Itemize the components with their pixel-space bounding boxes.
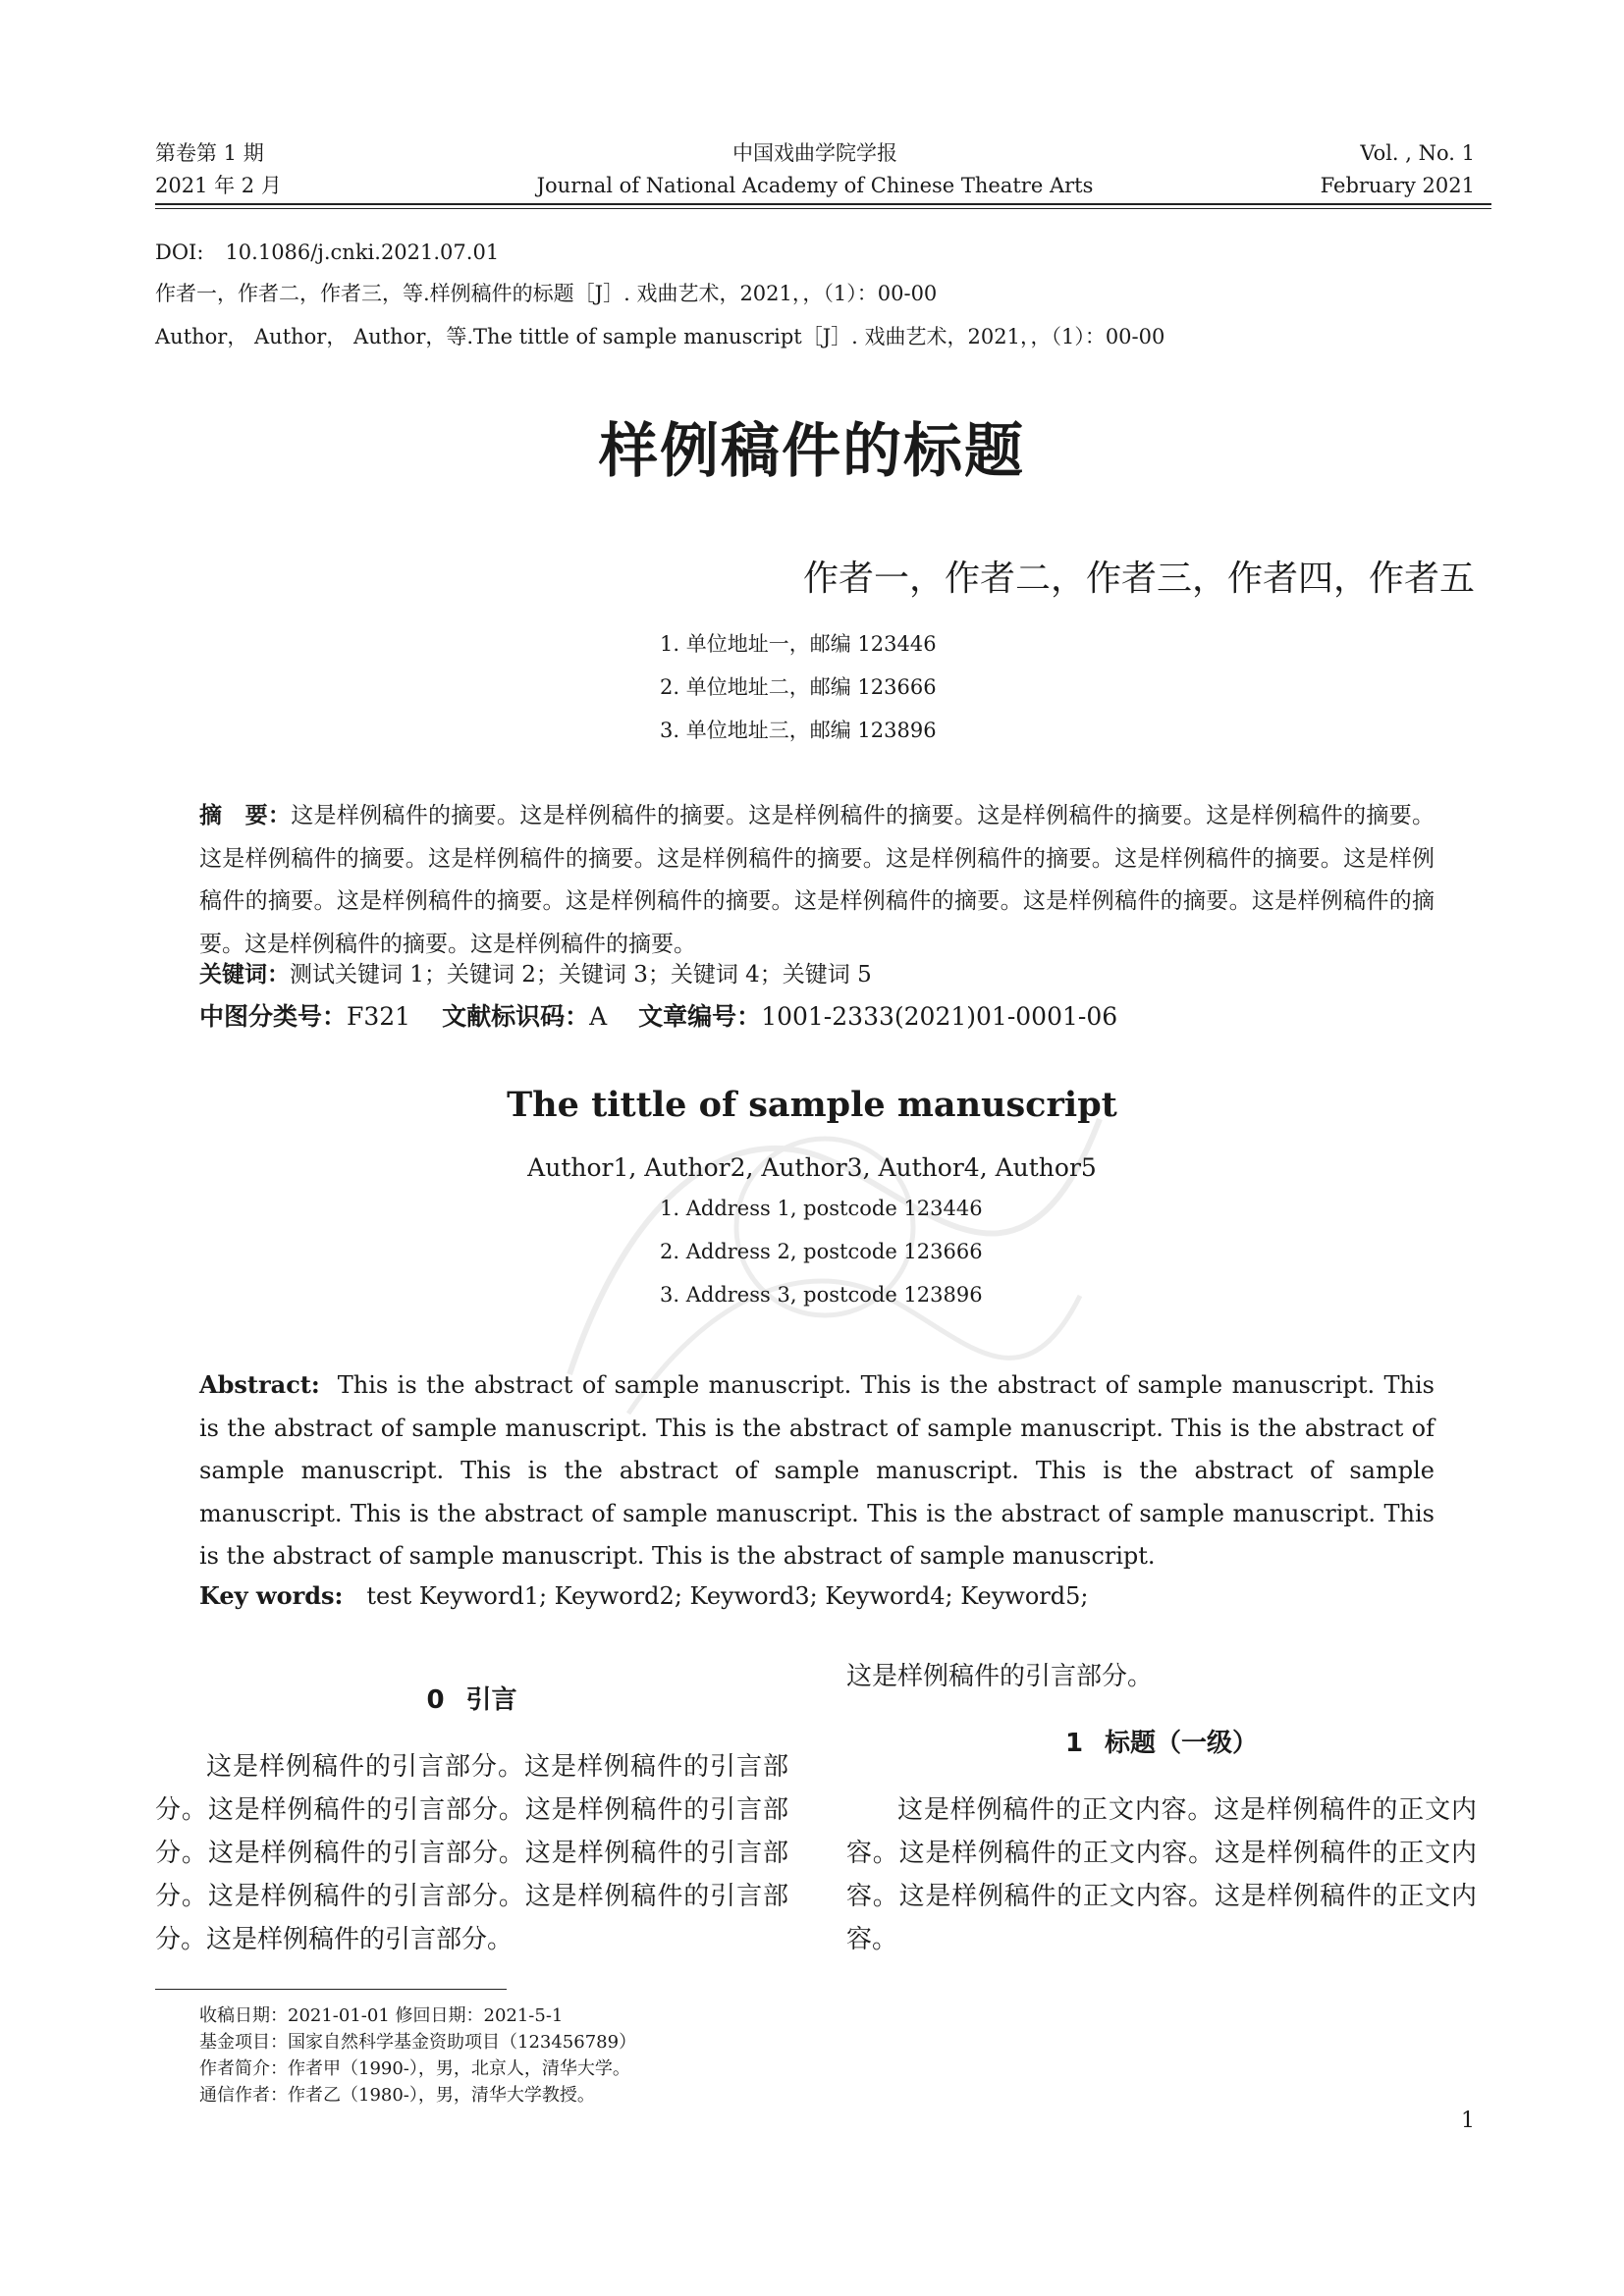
header-journal-en: Journal of National Academy of Chinese Theatre Arts (536, 174, 1094, 197)
clc-label: 中图分类号： (199, 1002, 348, 1031)
footnote-corresponding: 通信作者：作者乙（1980-），男，清华大学教授。 (199, 2085, 595, 2106)
page-number: 1 (1461, 2109, 1475, 2133)
affiliation-zh-1: 1. 单位地址一，邮编 123446 (660, 632, 937, 656)
doc-code-value: A (589, 1002, 608, 1031)
keywords-zh-text: 测试关键词 1；关键词 2；关键词 3；关键词 4；关键词 5 (290, 962, 872, 988)
header-rule-thin (155, 208, 1491, 209)
authors-en: Author1, Author2, Author3, Author4, Author5 (527, 1153, 1097, 1182)
citation-zh: 作者一，作者二，作者三，等.样例稿件的标题［J］. 戏曲艺术，2021，，（1）：00-00 (155, 282, 938, 305)
keywords-en-label: Key words: (199, 1581, 344, 1610)
running-header (155, 137, 1475, 202)
citation-en: Author， Author， Author，等.The tittle of sample manuscript［J］. 戏曲艺术，2021，，（1）：00-00 (155, 325, 1165, 348)
footnotes (199, 2002, 636, 2109)
section-1-heading (846, 1724, 1477, 1763)
footnote-dates: 收稿日期：2021-01-01 修回日期：2021-5-1 (199, 2005, 564, 2026)
footnote-author-bio: 作者简介：作者甲（1990-），男，北京人，清华大学。 (199, 2058, 630, 2079)
abstract-en-label: Abstract: (199, 1370, 320, 1399)
authors-zh: 作者一，作者二，作者三，作者四，作者五 (802, 559, 1475, 599)
clc-value: F321 (347, 1002, 411, 1031)
footnote-funding: 基金项目：国家自然科学基金资助项目（123456789） (199, 2032, 637, 2053)
header-rule-thick (155, 203, 1491, 205)
doi-value[interactable]: 10.1086/j.cnki.2021.07.01 (225, 240, 500, 264)
section-1-number: 1 (1064, 1729, 1084, 1758)
abstract-zh (199, 795, 1435, 966)
affiliation-zh-2: 2. 单位地址二，邮编 123666 (660, 675, 937, 699)
section-0-number: 0 (426, 1685, 445, 1715)
paper-title-zh: 样例稿件的标题 (599, 417, 1025, 486)
section-1-title: 标题（一级） (1105, 1729, 1259, 1758)
header-vol (1321, 137, 1475, 202)
article-no-label: 文章编号： (638, 1002, 762, 1031)
address-en-2: 2. Address 2, postcode 123666 (660, 1240, 983, 1263)
affiliation-zh-3: 3. 单位地址三，邮编 123896 (660, 719, 937, 742)
header-date-en: February 2021 (1320, 174, 1475, 197)
header-volume-issue: 第卷第 1 期 (155, 141, 264, 165)
doi-line (155, 239, 499, 266)
abstract-zh-label: 摘 要： (199, 803, 292, 828)
header-journal-zh: 中国戏曲学院学报 (732, 141, 897, 165)
section-0-title: 引言 (465, 1685, 517, 1715)
footnote-rule (155, 1989, 507, 1990)
abstract-en (199, 1363, 1435, 1578)
keywords-zh-label: 关键词： (199, 962, 290, 988)
header-vol-no: Vol. , No. 1 (1360, 141, 1475, 165)
doc-code-label: 文献标识码： (442, 1002, 590, 1031)
classification-line (199, 1000, 1117, 1034)
body-column-right (846, 1655, 1477, 1961)
keywords-en (199, 1578, 1088, 1614)
doi-label: DOI: (155, 240, 204, 264)
section-1-paragraph: 这是样例稿件的正文内容。这是样例稿件的正文内容。这是样例稿件的正文内容。这是样例稿件的正文内容。这是样例稿件的正文内容。这是样例稿件的正文内容。 (846, 1795, 1477, 1954)
address-en-1: 1. Address 1, postcode 123446 (660, 1197, 983, 1220)
keywords-zh (199, 959, 872, 990)
section-0-heading (155, 1681, 788, 1720)
paper-title-en: The tittle of sample manuscript (507, 1085, 1117, 1125)
address-en-3: 3. Address 3, postcode 123896 (660, 1283, 983, 1307)
article-no-value: 1001-2333(2021)01-0001-06 (761, 1002, 1118, 1031)
keywords-en-text: test Keyword1; Keyword2; Keyword3; Keyword4; Keyword5; (366, 1582, 1089, 1610)
intro-continuation: 这是样例稿件的引言部分。 (846, 1662, 1154, 1691)
abstract-en-text: This is the abstract of sample manuscript. This is the abstract of sample manuscript. This is the abstract of sample manuscript. This is the abstract of sample manuscript. This is the abstract of sample manuscript. This is the abstract of sample manuscript. This is the abstract of sample manuscript. This is the abstract of sample manuscript. This is the abstract of sample manuscript. This is the abstract of sample manuscript. This is the abstract of sample manuscript. (199, 1371, 1435, 1570)
section-0-paragraph: 这是样例稿件的引言部分。这是样例稿件的引言部分。这是样例稿件的引言部分。这是样例稿件的引言部分。这是样例稿件的引言部分。这是样例稿件的引言部分。这是样例稿件的引言部分。这是样例稿件的引言部分。这是样例稿件的引言部分。 (155, 1752, 788, 1954)
header-date-zh: 2021 年 2 月 (155, 174, 282, 197)
abstract-zh-text: 这是样例稿件的摘要。这是样例稿件的摘要。这是样例稿件的摘要。这是样例稿件的摘要。这是样例稿件的摘要。这是样例稿件的摘要。这是样例稿件的摘要。这是样例稿件的摘要。这是样例稿件的摘要。这是样例稿件的摘要。这是样例稿件的摘要。这是样例稿件的摘要。这是样例稿件的摘要。这是样例稿件的摘要。这是样例稿件的摘要。这是样例稿件的摘要。这是样例稿件的摘要。这是样例稿件的摘要。 (199, 803, 1435, 957)
header-journal (155, 137, 1475, 202)
body-column-left (155, 1681, 788, 1961)
